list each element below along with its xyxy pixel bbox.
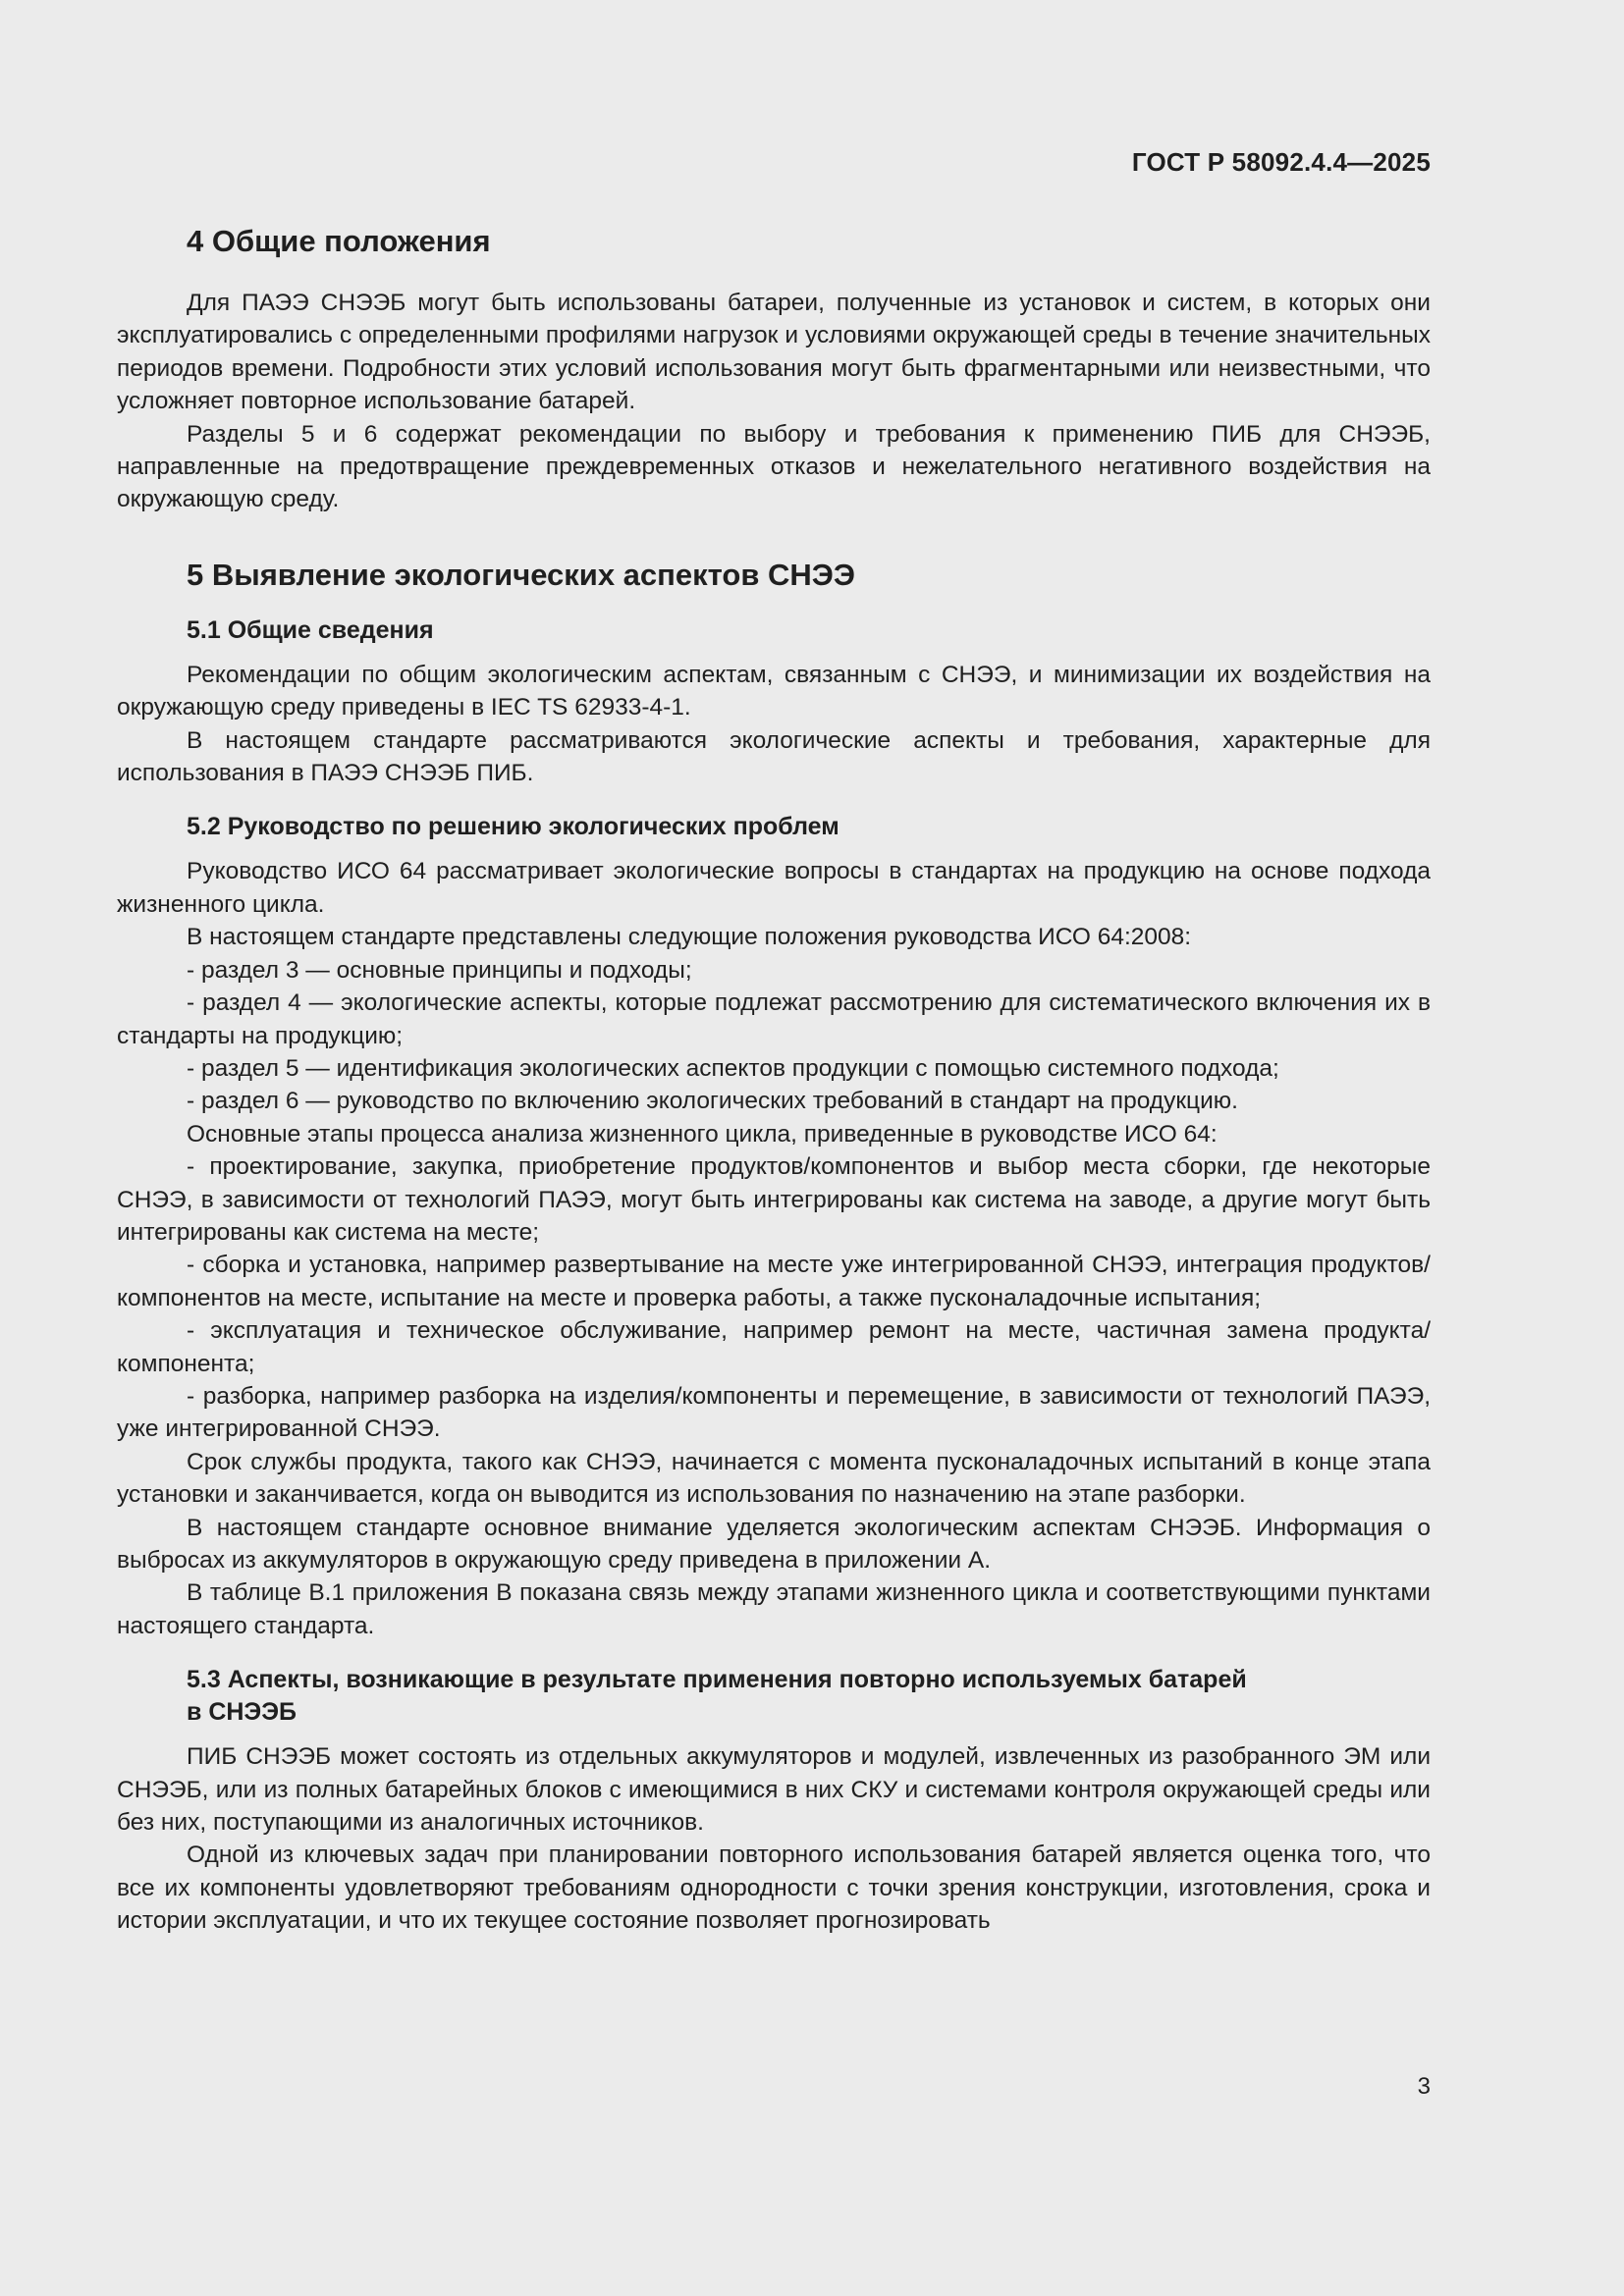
subsection-5-2-heading: 5.2 Руководство по решению экологических проблем [187,813,839,841]
paragraph: В настоящем стандарте представлены следующие положения руководства ИСО 64:2008: [187,924,1192,951]
paragraph: В настоящем стандарте рассматриваются экологические аспекты и требования, характерные для использования в ПАЭЭ СНЭЭБ ПИБ. [117,726,1431,787]
document-body [117,222,1431,1938]
paragraph: В таблице В.1 приложения В показана связь между этапами жизненного цикла и соответствующими пунктами настоящего стандарта. [117,1579,1431,1639]
list-item: - сборка и установка, например развертывание на месте уже интегрированной СНЭЭ, интеграция продуктов/компонентов на месте, испытание на месте и проверка работы, а также пусконаладочные испытания; [117,1252,1431,1311]
paragraph: Основные этапы процесса анализа жизненного цикла, приведенные в руководстве ИСО 64: [187,1120,1218,1148]
document-code: ГОСТ Р 58092.4.4—2025 [1131,147,1431,177]
paragraph: ПИБ СНЭЭБ может состоять из отдельных аккумуляторов и модулей, извлеченных из разобранного ЭМ или СНЭЭБ, или из полных батарейных блоков с имеющимися в них СКУ и системами контроля окружающей среды или без них, поступающими из аналогичных источников. [117,1743,1431,1837]
paragraph: Одной из ключевых задач при планировании повторного использования батарей является оценка того, что все их компоненты удовлетворяют требованиям однородности с точки зрения конструкции, изготовления, срока и истории эксплуатации, и что их текущее состояние позволяет прогнозировать [117,1842,1431,1935]
paragraph: В настоящем стандарте основное внимание уделяется экологическим аспектам СНЭЭБ. Информация о выбросах из аккумуляторов в окружающую среду приведена в приложении А. [117,1514,1431,1574]
subsection-5-1-heading: 5.1 Общие сведения [187,615,434,644]
list-item: - проектирование, закупка, приобретение продуктов/компонентов и выбор места сборки, где некоторые СНЭЭ, в зависимости от технологий ПАЭЭ, могут быть интегрированы как система на заводе, а другие могут быть интегрированы как система на месте; [117,1153,1431,1246]
list-item: - раздел 6 — руководство по включению экологических требований в стандарт на продукцию. [187,1088,1238,1115]
paragraph: Для ПАЭЭ СНЭЭБ могут быть использованы батареи, полученные из установок и систем, в которых они эксплуатировались с определенными профилями нагрузок и условиями окружающей среды в течение значительных периодов времени. Подробности этих условий использования могут быть фрагментарными или неизвестными, что усложняет повторное использование батарей. [117,290,1431,415]
paragraph: Разделы 5 и 6 содержат рекомендации по выбору и требования к применению ПИБ для СНЭЭБ, направленные на предотвращение преждевременных отказов и нежелательного негативного воздействия на окружающую среду. [117,420,1431,513]
paragraph: Срок службы продукта, такого как СНЭЭ, начинается с момента пусконаладочных испытаний в конце этапа установки и заканчивается, когда он выводится из использования по назначению на этапе разборки. [117,1448,1431,1509]
paragraph: Руководство ИСО 64 рассматривает экологические вопросы в стандартах на продукцию на основе подхода жизненного цикла. [117,858,1431,918]
list-item: - раздел 4 — экологические аспекты, которые подлежат рассмотрению для систематического включения их в стандарты на продукцию; [117,989,1431,1049]
page-number: 3 [1417,2073,1431,2100]
subsection-5-3-heading [117,1664,1431,1729]
section-4-heading: 4 Общие положения [187,224,491,258]
subsection-5-3-heading-line2: в СНЭЭБ [187,1698,297,1727]
list-item: - раздел 3 — основные принципы и подходы; [187,956,692,984]
paragraph: Рекомендации по общим экологическим аспектам, связанным с СНЭЭ, и минимизации их воздействия на окружающую среду приведены в IEC TS 62933-4-1. [117,661,1431,721]
section-5-heading: 5 Выявление экологических аспектов СНЭЭ [187,557,855,592]
list-item: - раздел 5 — идентификация экологических аспектов продукции с помощью системного подхода; [187,1054,1279,1082]
list-item: - эксплуатация и техническое обслуживание, например ремонт на месте, частичная замена продукта/компонента; [117,1317,1431,1377]
subsection-5-3-heading-line1: 5.3 Аспекты, возникающие в результате применения повторно используемых батарей [187,1666,1247,1694]
list-item: - разборка, например разборка на изделия/компоненты и перемещение, в зависимости от технологий ПАЭЭ, уже интегрированной СНЭЭ. [117,1382,1431,1443]
